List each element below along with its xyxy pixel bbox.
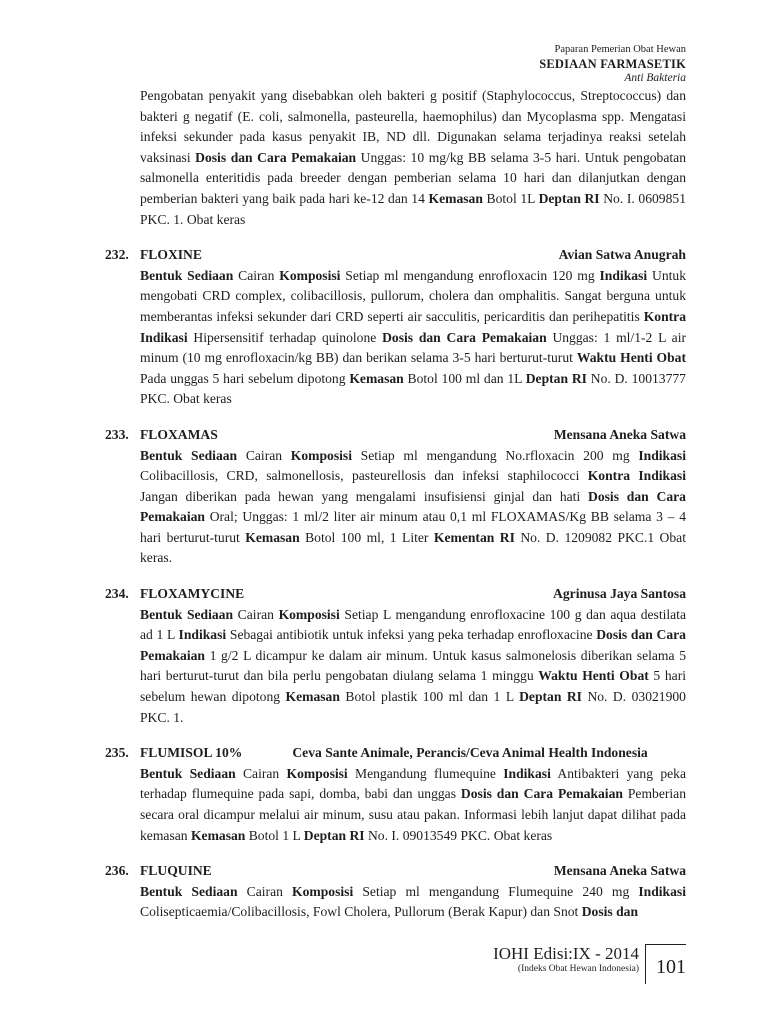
field-label: Dosis dan Cara Pemakaian [195, 149, 357, 165]
field-text: Sebagai antibiotik untuk infeksi yang peka terhadap enrofloxacine [226, 627, 597, 643]
field-text: Cairan [237, 447, 291, 463]
field-label: Dosis dan Cara Pemakaian [140, 488, 686, 525]
field-label: Kemasan [245, 529, 300, 545]
field-label: Komposisi [290, 447, 352, 463]
field-label: Komposisi [286, 765, 348, 781]
entry-heading [105, 425, 686, 446]
field-text: Jangan diberikan pada hewan yang mengalami insufisiensi ginjal dan hati [140, 488, 589, 504]
intro-paragraph [140, 86, 686, 230]
field-text: Cairan [235, 765, 287, 781]
field-text: 1 g/2 L dicampur ke dalam air minum. Untuk kasus salmonelosis diberikan selama 5 hari berturut-turut dan bila perlu pengobatan diulang selama 1 minggu [140, 647, 686, 684]
manufacturer-name: Mensana Aneka Satwa [553, 863, 686, 879]
field-label: Bentuk Sediaan [140, 606, 234, 622]
manufacturer-name: Agrinusa Jaya Santosa [553, 586, 686, 602]
field-text: Oral; Unggas: 1 ml/2 liter air minum atau 0,1 ml FLOXAMAS/Kg BB selama 3 – 4 hari berturut-turut [140, 509, 686, 545]
product-name: FLUQUINE [140, 863, 212, 879]
running-header [539, 43, 686, 85]
footer-edition-subtitle: (Indeks Obat Hewan Indonesia) [517, 964, 639, 974]
manufacturer-name: Mensana Aneka Satwa [553, 426, 686, 442]
footer-edition-title: IOHI Edisi:IX - 2014 [493, 944, 639, 963]
field-label: Kemasan [349, 370, 404, 386]
field-text: No. D. 03021900 PKC. 1. [140, 689, 686, 725]
entry-description [140, 446, 686, 570]
field-label: Kemasan [428, 190, 483, 206]
entry-heading [105, 861, 686, 882]
field-label: Dosis dan Cara Pemakaian [460, 786, 623, 802]
field-label: Deptan RI [303, 827, 365, 843]
field-text: Pada unggas 5 hari sebelum dipotong [140, 370, 350, 386]
field-text: Untuk mengobati CRD complex, colibacillosis, pullorum, cholera dan omphalitis. Sangat berguna untuk memberantas infeksi sekunder dari CRD seperti air sacculitis, pericarditis dan perihepatitis [140, 267, 686, 324]
field-label: Bentuk Sediaan [140, 267, 234, 283]
field-label: Waktu Henti Obat [538, 668, 649, 684]
field-text: No. D. 10013777 PKC. Obat keras [140, 370, 686, 407]
drug-entry [105, 584, 686, 728]
field-label: Deptan RI [525, 370, 587, 386]
page-footer [493, 944, 686, 984]
entry-description [140, 605, 686, 729]
field-label: Komposisi [278, 606, 340, 622]
field-text: 5 hari sebelum hewan dipotong [140, 668, 687, 705]
field-label: Komposisi [292, 883, 354, 899]
field-text: Botol plastik 100 ml dan 1 L [339, 689, 520, 705]
field-text: Pemberian secara oral dicampur melalui air minum, susu atau pakan. Informasi lebih lanjut dapat dilihat pada kemasan [140, 786, 686, 843]
field-text: Setiap ml mengandung No.rfloxacin 200 mg [351, 447, 639, 463]
field-label: Bentuk Sediaan [140, 883, 238, 899]
entry-list [105, 245, 686, 923]
field-text: Cairan [233, 606, 279, 622]
field-label: Kemasan [285, 689, 340, 705]
manufacturer-name: Avian Satwa Anugrah [558, 247, 686, 263]
manufacturer-name: Ceva Sante Animale, Perancis/Ceva Animal Health Indonesia [292, 745, 648, 761]
page-number: 101 [645, 944, 686, 984]
drug-entry [105, 245, 686, 410]
field-text: No. I. 09013549 PKC. Obat keras [364, 827, 553, 843]
field-label: Kontra Indikasi [587, 468, 686, 484]
field-label: Dosis dan Cara Pemakaian [382, 329, 547, 345]
field-text: Setiap ml mengandung Flumequine 240 mg [353, 883, 639, 899]
field-label: Komposisi [279, 267, 341, 283]
field-label: Kontra Indikasi [140, 308, 686, 345]
field-label: Kementan RI [433, 529, 515, 545]
page-content [105, 86, 686, 923]
entry-heading [105, 743, 686, 764]
field-text: Unggas: 10 mg/kg BB selama 3-5 hari. Untuk pengobatan salmonella enteritidis pada breeder dengan pemberian selama 10 hari dan dilanjutkan dengan pemberian bakteri yang baik pada hari ke-12 dan 14 [140, 149, 686, 206]
field-text: No. D. 1209082 PKC.1 Obat keras. [140, 529, 686, 566]
product-name: FLOXAMAS [140, 426, 218, 442]
field-text: Setiap ml mengandung enrofloxacin 120 mg [340, 267, 600, 283]
entry-number: 235. [105, 745, 129, 761]
field-label: Dosis dan [581, 904, 639, 920]
drug-entry [105, 861, 686, 923]
field-text: Botol 1 L [245, 827, 304, 843]
field-label: Kemasan [190, 827, 246, 843]
field-label: Waktu Henti Obat [576, 350, 687, 366]
field-text: Botol 100 ml dan 1L [403, 370, 526, 386]
field-text: Colisepticaemia/Colibacillosis, Fowl Cholera, Pullorum (Berak Kapur) dan Snot [140, 904, 582, 920]
header-subsection-title: Anti Bakteria [624, 72, 686, 84]
field-label: Deptan RI [519, 689, 582, 705]
entry-number: 233. [105, 426, 129, 442]
field-label: Indikasi [178, 627, 227, 643]
footer-text [493, 944, 645, 984]
field-label: Indikasi [638, 447, 686, 463]
entry-description [140, 266, 686, 410]
header-document-title: Paparan Pemerian Obat Hewan [554, 44, 686, 55]
product-name: FLOXAMYCINE [140, 586, 245, 602]
header-section-title: SEDIAAN FARMASETIK [539, 57, 686, 71]
entry-number: 236. [105, 863, 129, 879]
field-text: Cairan [237, 883, 293, 899]
field-text: No. I. 0609851 PKC. 1. Obat keras [140, 190, 686, 227]
field-label: Indikasi [638, 883, 686, 899]
product-name: FLUMISOL 10% [140, 745, 243, 761]
field-label: Bentuk Sediaan [140, 765, 236, 781]
field-text: Botol 1L [482, 190, 539, 206]
field-text: Cairan [233, 267, 280, 283]
entry-number: 234. [105, 586, 129, 602]
field-text: Mengandung flumequine [347, 765, 504, 781]
product-name: FLOXINE [140, 247, 202, 263]
field-text: Pengobatan penyakit yang disebabkan oleh bakteri g positif (Staphylococcus, Streptococcus) dan bakteri g negatif (E. coli, salmonella, pasteurella, haemophilus) dan Mycoplasma spp. Mengatasi infeksi sekunder pada kasus penyakit IB, ND dll. Digunakan selama terjadinya reaksi setelah vaksinasi [140, 88, 686, 165]
field-text: Botol 100 ml, 1 Liter [299, 529, 434, 545]
field-label: Deptan RI [538, 190, 600, 206]
field-label: Indikasi [599, 267, 648, 283]
field-text: Setiap L mengandung enrofloxacine 100 g dan aqua destilata ad 1 L [140, 606, 686, 643]
field-label: Bentuk Sediaan [140, 447, 238, 463]
field-label: Indikasi [503, 765, 551, 781]
entry-number: 232. [105, 247, 129, 263]
entry-description [140, 764, 686, 846]
entry-description [140, 882, 686, 923]
field-label: Dosis dan Cara Pemakaian [140, 627, 686, 663]
entry-heading [105, 245, 686, 266]
field-text: Colibacillosis, CRD, salmonellosis, pasteurellosis dan infeksi staphilococci [140, 468, 588, 484]
drug-entry [105, 743, 686, 846]
drug-entry [105, 425, 686, 569]
field-text: Hipersensitif terhadap quinolone [187, 329, 383, 345]
field-text: Unggas: 1 ml/1-2 L air minum (10 mg enrofloxacin/kg BB) dan berikan selama 3-5 hari berturut-turut [140, 329, 686, 366]
entry-heading [105, 584, 686, 605]
field-text: Antibakteri yang peka terhadap flumequine pada sapi, domba, babi dan unggas [140, 765, 686, 802]
